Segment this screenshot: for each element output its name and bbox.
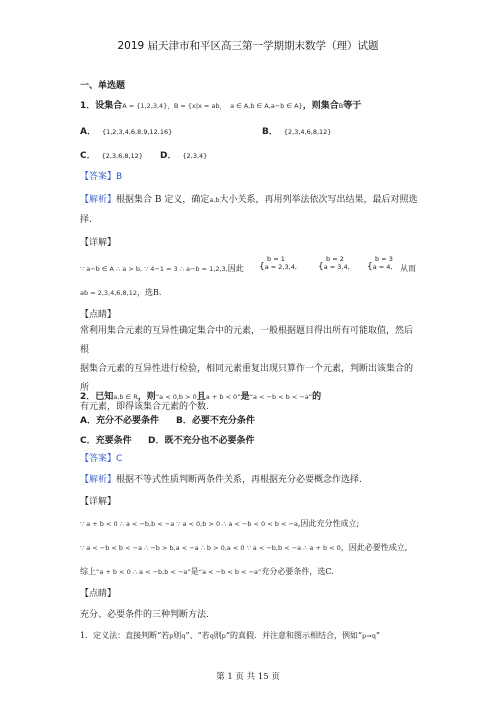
q1-set-b: ，B = {x|x = ab， [167,102,227,110]
q1-answer: 【答案】B [80,172,123,182]
q1-note: 常利用集合元素的互异性确定集合中的元素，一般根据题目得出所有可能取值，然后根 据集合元素的互异性进行检验，相同元素重复出现只算作一个元素，判断出该集合的所 有元素，即得该集合元素的个数. [80,326,414,412]
q1-option-d: D． {2,3,4} [160,151,208,161]
q2-option-a: A．充分不必要条件 [80,416,159,426]
q1-brace-2: b = 2 {a = 3,4, [318,255,350,272]
section-heading: 一、单选题 [80,81,126,91]
question-2: 2．已知a,b ∈ R，则“a < 0,b > 0且a + b < 0”是“a < −b < b < −a”的 [80,392,322,402]
q2-dianjing: 【点睛】 [80,589,117,599]
q1-congr: 从而 [400,264,416,273]
q1-brace-3: b = 3 {a = 4, [367,255,393,272]
q1-suffix: ，则集合 [302,101,339,111]
q1-option-c: C． {2,3,6,8,12} [80,151,143,161]
q2-detail-line3: 综上“a + b < 0 ∴ a < −b,b < −a”是“a < −b < b < −a”充分必要条件，选C. [80,567,334,576]
q2-option-b: B．必要不充分条件 [176,416,255,426]
q2-detail-line1: ∵ a + b < 0 ∴ a < −b,b < −a ∵ a < 0,b > 0 ∴ a < −b < 0 < b < −a,因此充分性成立; [80,519,360,528]
q2-note1: 充分、必要条件的三种判断方法. [80,610,209,620]
q2-option-d: D．既不充分也不必要条件 [148,436,255,446]
page-footer: 第 1 页 共 15 页 [216,672,280,682]
q1-suffix2: 等于 [343,101,362,111]
q1-detail-line1: ∵ a−b ∈ A ∴ a > b, ∵ 4−1 = 3 ∴ a−b = 1,2,3,因此 [80,264,244,273]
q1-detail-heading: 【详解】 [80,238,117,248]
q2-detail-heading: 【详解】 [80,497,117,507]
q2-option-c: C．充要条件 [80,436,132,446]
q1-cond: a ∈ A,b ∈ A,a−b ∈ A} [230,102,303,110]
q1-detail-line2: ab = 2,3,4,6,8,12，选B. [80,288,162,297]
page-title: 2019 届天津市和平区高三第一学期期末数学（理）试题 [117,40,379,52]
q1-analysis-cont: 择. [80,215,92,225]
q2-note2: 1．定义法：直接判断“若p则q”、“若q则p”的真假．并注意和图示相结合，例如“p⇒q” [80,631,380,640]
q2-analysis: 【解析】根据不等式性质判断两条件关系，再根据充分必要概念作选择. [80,475,362,485]
q1-dianjing: 【点睛】 [80,310,117,320]
q1-brace-1: b = 1 {a = 2,3,4, [259,255,297,272]
q1-prefix: 1．设集合 [80,101,123,111]
question-1: 1．设集合A = {1,2,3,4}，B = {x|x = ab， a ∈ A,b ∈ A,a−b ∈ A}，则集合B等于 [80,101,362,111]
q2-answer: 【答案】C [80,454,123,464]
q1-analysis: 【解析】根据集合 B 定义，确定a,b大小关系，再用列举法依次写出结果，最后对照选 [80,195,418,205]
q1-option-b: B． {2,3,4,6,8,12} [262,127,332,137]
q1-set-a: A = {1,2,3,4} [122,102,168,110]
q2-detail-line2: ∵ a < −b < b < −a ∴ −b > b,a < −a ∴ b > 0,a < 0 ∵ a < −b,b < −a ∴ a + b < 0，因此必要性成立, [80,543,408,552]
q1-option-a: A． {1,2,3,4,6,8,9,12,16} [80,127,173,137]
